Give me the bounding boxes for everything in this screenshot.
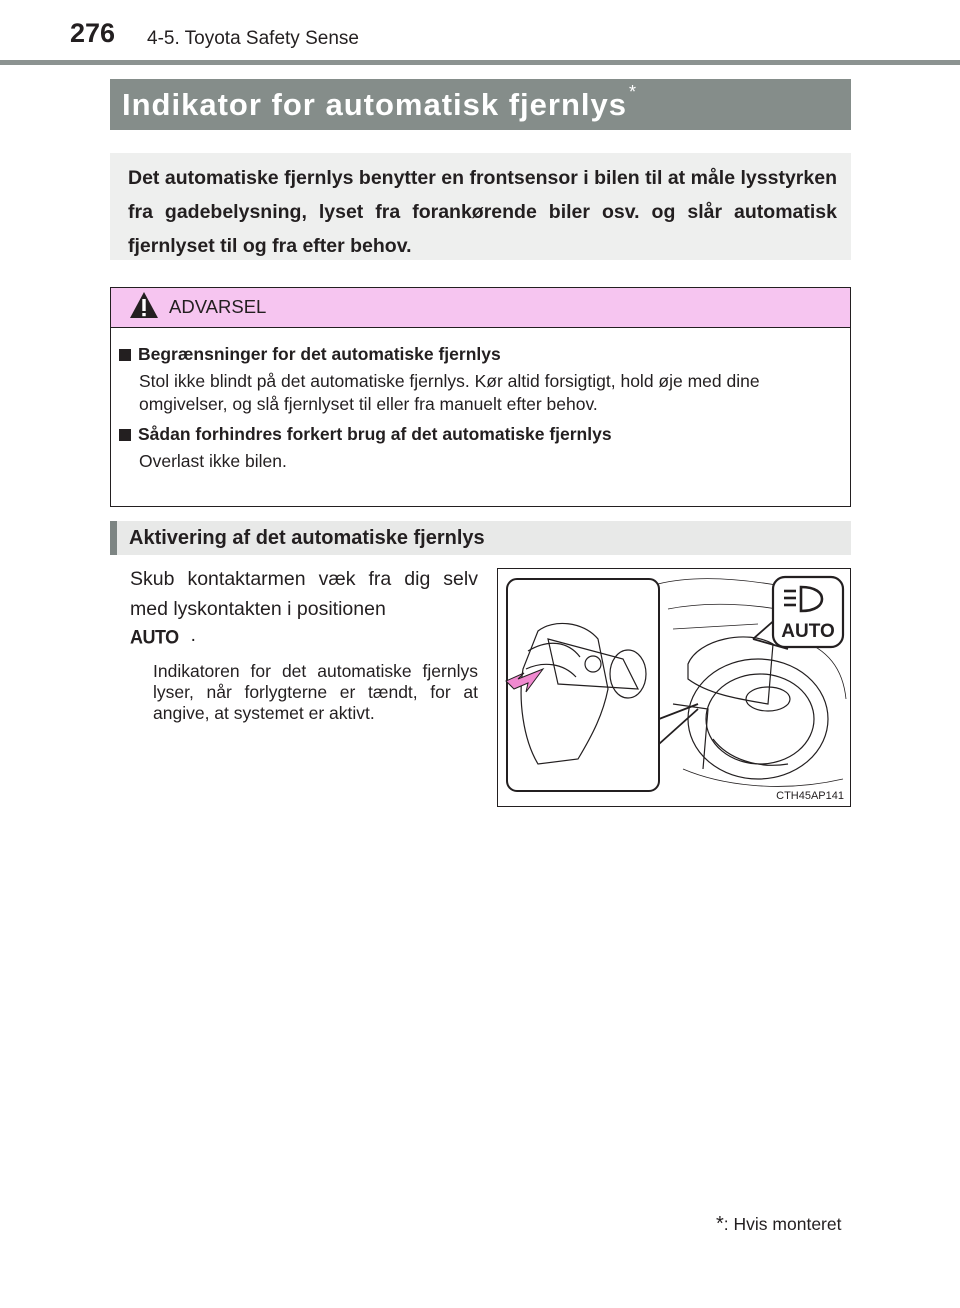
warning-item-heading-text: Sådan forhindres forkert brug af det automatiske fjernlys xyxy=(138,424,612,444)
callout-auto-label: AUTO xyxy=(781,621,835,642)
warning-item-text: Stol ikke blindt på det automatiske fjernlys. Kør altid forsigtigt, hold øje med dine omgivelser, og slå fjernlyset til eller fra manuelt efter behov. xyxy=(139,371,760,414)
instruction-text: Skub kontaktarmen væk fra dig selv med lyskontakten i positionen xyxy=(130,568,478,620)
auto-position-line xyxy=(130,626,196,648)
indicator-note: Indikatoren for det automatiske fjernlys lyser, når forlygterne er tændt, for at angive, at systemet er aktivt. xyxy=(153,661,478,723)
push-direction-arrow-icon xyxy=(506,669,543,692)
square-bullet-icon xyxy=(119,429,131,441)
title-footnote-marker: * xyxy=(629,82,637,102)
warning-item-text: Overlast ikke bilen. xyxy=(139,451,287,471)
warning-body xyxy=(111,328,850,473)
illustration-drawing xyxy=(498,569,849,805)
auto-position-symbol: AUTO xyxy=(130,625,179,648)
headlight-switch-illustration xyxy=(497,568,851,807)
page-title-bar xyxy=(110,79,851,130)
footnote-marker: * xyxy=(716,1213,724,1235)
section-heading xyxy=(110,521,851,555)
intro-text: Det automatiske fjernlys benytter en frontsensor i bilen til at måle lysstyrken fra gadebelysning, lyset fra forankørende biler osv. og slår automatisk fjernlyset til og fra efter behov. xyxy=(128,167,837,257)
warning-title: ADVARSEL xyxy=(169,295,267,317)
warning-item-heading xyxy=(119,344,838,365)
page-number: 276 xyxy=(70,18,116,48)
warning-box xyxy=(110,287,851,507)
section-path: 4-5. Toyota Safety Sense xyxy=(147,28,359,49)
warning-item-heading-text: Begrænsninger for det automatiske fjernlys xyxy=(138,344,501,364)
footnote-text: : Hvis monteret xyxy=(723,1214,842,1234)
warning-item-heading xyxy=(119,424,838,445)
warning-triangle-icon xyxy=(129,291,159,324)
figure-code: CTH45AP141 xyxy=(776,790,844,802)
header-divider xyxy=(0,60,960,65)
square-bullet-icon xyxy=(119,349,131,361)
intro-box xyxy=(110,153,851,260)
auto-position-suffix: . xyxy=(190,625,196,646)
section-title: Aktivering af det automatiske fjernlys xyxy=(129,526,485,549)
footnote xyxy=(716,1213,841,1236)
warning-header xyxy=(111,288,850,328)
page-title: Indikator for automatisk fjernlys xyxy=(122,86,627,122)
